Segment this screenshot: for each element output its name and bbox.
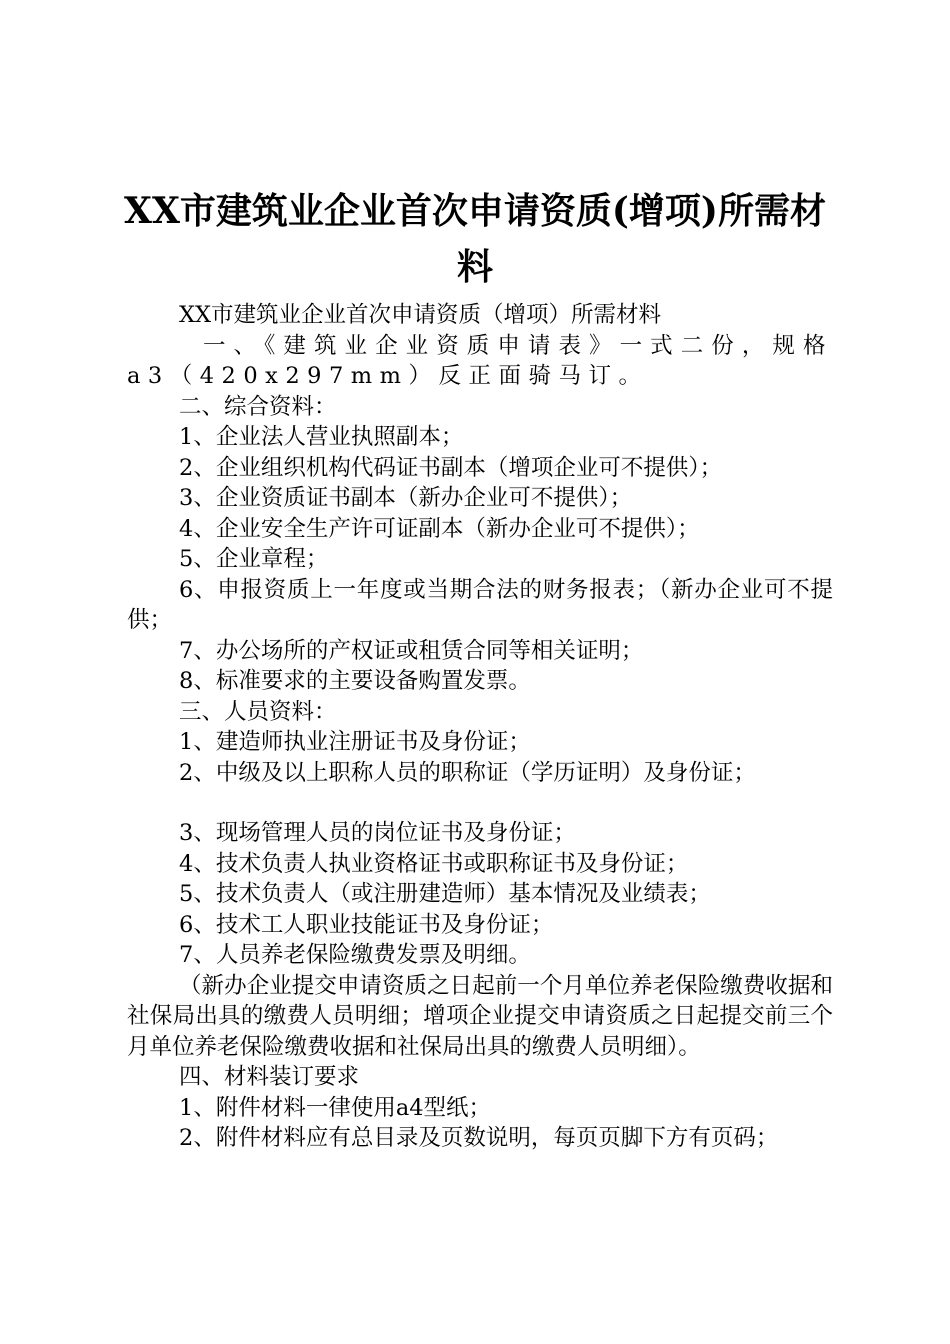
list-item: 5、技术负责人（或注册建造师）基本情况及业绩表； (179, 881, 711, 907)
paragraph-note: （新办企业提交申请资质之日起前一个月单位养老保险缴费收据和社保局出具的缴费人员明细；增项企业提交申请资质之日起提交前三个月单位养老保险缴费收据和社保局出具的缴费人员明细）。 (127, 972, 833, 1060)
list-item: 6、申报资质上一年度或当期合法的财务报表；（新办企业可不提供； (127, 576, 833, 633)
paragraph-section-1: 一、《建筑业企业资质申请表》一式二份，规格a3（420x297mm）反正面骑马订。 (127, 332, 833, 389)
list-item: 5、企业章程； (179, 546, 329, 572)
list-item: 1、附件材料一律使用a4型纸； (179, 1094, 492, 1121)
list-item: 7、人员养老保险缴费发票及明细。 (179, 942, 531, 968)
list-item: 1、企业法人营业执照副本； (179, 424, 464, 450)
list-item: 1、建造师执业注册证书及身份证； (179, 729, 531, 755)
blank-line (127, 788, 833, 818)
paragraph-subtitle: XX市建筑业企业首次申请资质（增项）所需材料 (179, 302, 662, 328)
list-item: 2、中级及以上职称人员的职称证（学历证明）及身份证； (179, 759, 756, 786)
document-body (127, 300, 833, 1154)
list-item: 2、企业组织机构代码证书副本（增项企业可不提供）； (179, 454, 723, 481)
list-item: 3、企业资质证书副本（新办企业可不提供）； (179, 485, 633, 511)
list-item: 3、现场管理人员的岗位证书及身份证； (179, 820, 576, 846)
list-item: 6、技术工人职业技能证书及身份证； (179, 911, 554, 938)
paragraph-section-4-heading: 四、材料装订要求 (179, 1064, 360, 1090)
list-item: 4、企业安全生产许可证副本（新办企业可不提供）； (179, 515, 700, 542)
paragraph-section-3-heading: 三、人员资料： (179, 698, 337, 725)
document-title: XX市建筑业企业首次申请资质(增项)所需材料 (124, 190, 826, 288)
list-item: 8、标准要求的主要设备购置发票。 (179, 668, 531, 694)
list-item: 7、办公场所的产权证或租赁合同等相关证明； (179, 637, 644, 664)
list-item: 4、技术负责人执业资格证书或职称证书及身份证； (179, 850, 689, 877)
list-item: 2、附件材料应有总目录及页数说明，每页页脚下方有页码； (179, 1125, 779, 1151)
paragraph-section-2-heading: 二、综合资料： (179, 393, 337, 420)
